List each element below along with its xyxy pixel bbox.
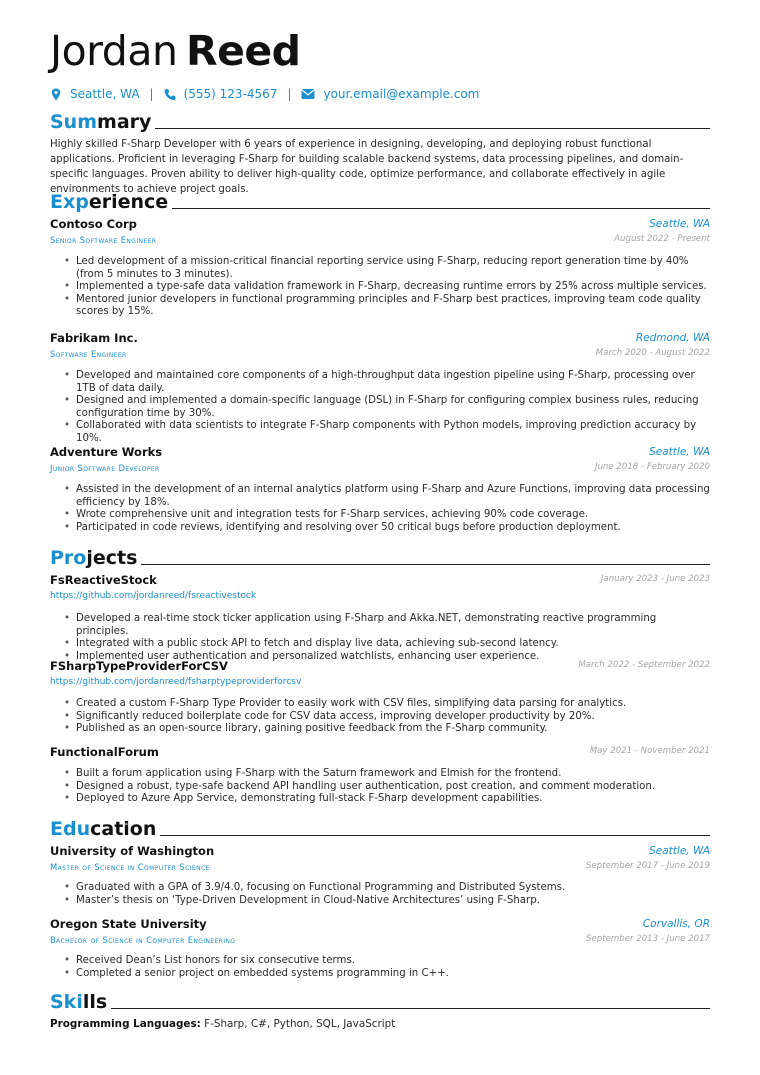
list-item: • Led development of a mission-critical financial reporting service using F-Sharp, reducing report generation time by 40% (from 5 minutes to 3 minutes). — [62, 256, 710, 281]
list-item: • Participated in code reviews, identifying and resolving over 50 critical bugs before production deployment. — [62, 522, 710, 535]
section-title: mary — [97, 111, 152, 133]
project-name: FunctionalForum — [50, 745, 159, 759]
school-location: Corvallis, OR — [642, 918, 710, 930]
name-last: Reed — [186, 27, 301, 75]
job-location: Redmond, WA — [635, 332, 710, 344]
map-pin-icon — [50, 88, 62, 101]
list-item: • Created a custom F-Sharp Type Provider to easily work with CSV files, simplifying data parsing for analytics. — [62, 698, 710, 711]
education-bullets — [62, 882, 710, 907]
job-dates: June 2018 - February 2020 — [594, 462, 710, 472]
list-item: • Master’s thesis on ‘Type-Driven Development in Cloud-Native Architectures’ using F-Sharp. — [62, 895, 710, 908]
job-bullets — [62, 484, 710, 534]
phone-icon — [164, 88, 176, 101]
school-dates: September 2017 - June 2019 — [586, 861, 710, 871]
list-item: • Integrated with a public stock API to fetch and display live data, achieving sub-second latency. — [62, 638, 710, 651]
project-dates: May 2021 - November 2021 — [589, 746, 710, 756]
project-bullets — [62, 768, 710, 806]
list-item: • Built a forum application using F-Sharp with the Saturn framework and Elmish for the frontend. — [62, 768, 710, 781]
section-header-experience — [50, 185, 710, 213]
project-name: FSharpTypeProviderForCSV — [50, 659, 228, 673]
job-company: Contoso Corp — [50, 217, 137, 231]
list-item: • Received Dean’s List honors for six consecutive terms. — [62, 955, 710, 968]
project-dates: January 2023 - June 2023 — [600, 574, 710, 584]
list-item: • Developed and maintained core components of a high-throughput data ingestion pipeline using F-Sharp, processing over 1TB of data daily. — [62, 370, 710, 395]
job-title: Junior Software Developer — [50, 463, 160, 473]
section-accent: Pro — [50, 547, 87, 569]
section-accent: Sum — [50, 111, 98, 133]
school-name: University of Washington — [50, 844, 215, 858]
list-item: • Developed a real-time stock ticker application using F-Sharp and Akka.NET, demonstrating reactive programming principles. — [62, 613, 710, 638]
section-accent: Ski — [50, 991, 83, 1013]
project-name: FsReactiveStock — [50, 573, 157, 587]
list-item: • Mentored junior developers in functional programming principles and F-Sharp best practices, improving team code quality scores by 15%. — [62, 294, 710, 319]
list-item: • Significantly reduced boilerplate code for CSV data access, improving developer productivity by 20%. — [62, 711, 710, 724]
project-link[interactable]: https://github.com/jordanreed/fsharptypeproviderforcsv — [50, 677, 302, 687]
envelope-icon — [301, 88, 315, 100]
school-dates: September 2013 - June 2017 — [586, 934, 710, 944]
section-header-skills — [50, 985, 710, 1013]
list-item: • Completed a senior project on embedded systems programming in C++. — [62, 968, 710, 981]
section-header-summary — [50, 105, 710, 133]
section-rule — [172, 208, 710, 209]
job-location: Seattle, WA — [649, 446, 710, 458]
project-dates: March 2022 - September 2022 — [578, 660, 710, 670]
contact-separator: | — [287, 87, 292, 101]
list-item: • Wrote comprehensive unit and integration tests for F-Sharp services, achieving 90% code coverage. — [62, 509, 710, 522]
list-item: • Collaborated with data scientists to integrate F-Sharp components with Python models, improving prediction accuracy by 10%. — [62, 420, 710, 445]
school-location: Seattle, WA — [649, 845, 710, 857]
section-title: erience — [88, 191, 169, 213]
education-bullets — [62, 955, 710, 980]
job-bullets — [62, 370, 710, 446]
skills-value: F-Sharp, C#, Python, SQL, JavaScript — [204, 1018, 396, 1030]
list-item: • Graduated with a GPA of 3.9/4.0, focusing on Functional Programming and Distributed Systems. — [62, 882, 710, 895]
list-item: • Designed a robust, type-safe backend API handling user authentication, post creation, and comment moderation. — [62, 781, 710, 794]
job-company: Fabrikam Inc. — [50, 331, 138, 345]
section-accent: Exp — [50, 191, 89, 213]
contact-separator: | — [149, 87, 154, 101]
contact-phone[interactable]: (555) 123-4567 — [183, 87, 278, 101]
summary-text: Highly skilled F-Sharp Developer with 6 years of experience in designing, developing, and deploying robust functional applications. Proficient in leveraging F-Sharp for building scalable backend systems, data processing pipelines, and domain-specific languages. Proven ability to deliver high-quality code, optimize performance, and collaborate effectively in agile environments to achieve project goals. — [50, 139, 684, 195]
project-bullets — [62, 613, 710, 663]
section-rule — [155, 128, 710, 129]
section-title: jects — [86, 547, 138, 569]
contact-email[interactable]: your.email@example.com — [323, 87, 480, 101]
section-accent: Edu — [50, 818, 91, 840]
section-title: cation — [90, 818, 157, 840]
job-dates: March 2020 - August 2022 — [595, 348, 710, 358]
job-dates: August 2022 - Present — [614, 234, 710, 244]
section-header-projects — [50, 541, 710, 569]
list-item: • Designed and implemented a domain-specific language (DSL) in F-Sharp for configuring complex business rules, reducing configuration time by 30%. — [62, 395, 710, 420]
skills-line — [50, 1017, 395, 1031]
degree: Bachelor of Science in Computer Engineering — [50, 935, 236, 945]
list-item: • Implemented a type-safe data validation framework in F-Sharp, decreasing runtime errors by 25% across multiple services. — [62, 281, 710, 294]
project-link[interactable]: https://github.com/jordanreed/fsreactivestock — [50, 591, 257, 601]
list-item: • Deployed to Azure App Service, demonstrating full-stack F-Sharp development capabilities. — [62, 793, 710, 806]
degree: Master of Science in Computer Science — [50, 862, 210, 872]
contact-location: Seattle, WA — [70, 87, 140, 101]
job-bullets — [62, 256, 710, 319]
job-title: Senior Software Engineer — [50, 235, 157, 245]
section-header-education — [50, 812, 710, 840]
project-bullets — [62, 698, 710, 736]
section-rule — [111, 1008, 710, 1009]
skills-label: Programming Languages: — [50, 1018, 201, 1030]
school-name: Oregon State University — [50, 917, 207, 931]
list-item: • Published as an open-source library, gaining positive feedback from the F-Sharp community. — [62, 723, 710, 736]
contact-bar — [50, 85, 479, 103]
job-location: Seattle, WA — [649, 218, 710, 230]
section-rule — [141, 564, 710, 565]
section-title: lls — [82, 991, 108, 1013]
section-rule — [160, 835, 710, 836]
list-item: • Implemented user authentication and personalized watchlists, enhancing user experience. — [62, 651, 710, 664]
name-first: Jordan — [50, 27, 178, 75]
job-company: Adventure Works — [50, 445, 163, 459]
list-item: • Assisted in the development of an internal analytics platform using F-Sharp and Azure Functions, improving data processing efficiency by 18%. — [62, 484, 710, 509]
job-title: Software Engineer — [50, 349, 127, 359]
